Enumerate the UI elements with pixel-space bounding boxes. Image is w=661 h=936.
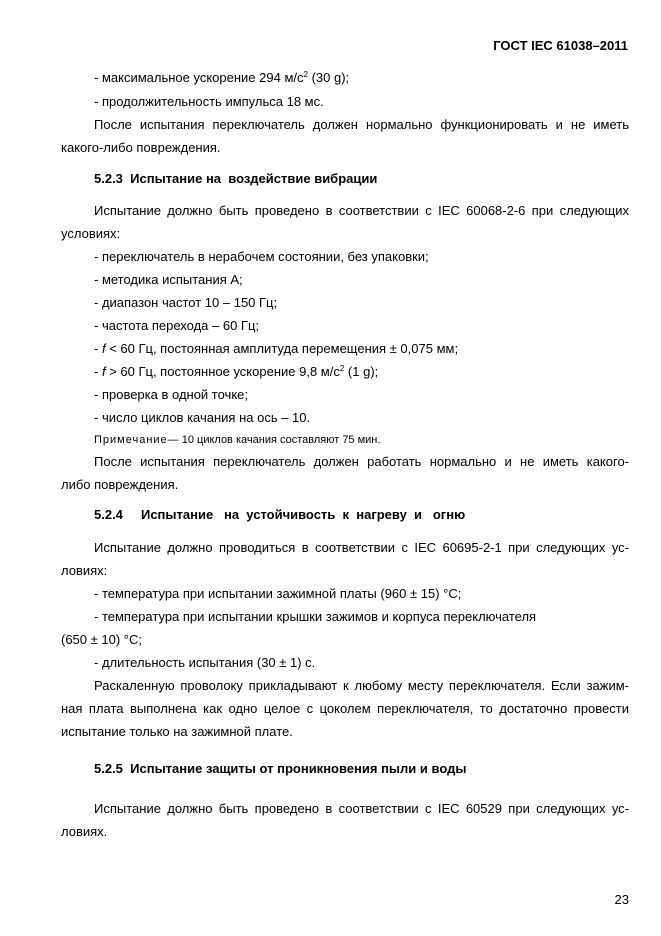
text: ная плата выполнена как одно целое с цоколем переключателя, то достаточно провести	[61, 701, 629, 716]
list-item: - частота перехода – 60 Гц;	[94, 318, 260, 333]
note-label: Примечание	[94, 434, 168, 446]
paragraph-line	[94, 203, 629, 219]
note-text: — 10 циклов качания составляют 75 мин.	[167, 434, 381, 446]
list-item-pulse-duration: - продолжительность импульса 18 мс.	[94, 94, 324, 109]
list-item: - диапазон частот 10 – 150 Гц;	[94, 295, 278, 310]
note	[94, 432, 380, 448]
paragraph-line: либо повреждения.	[61, 477, 179, 492]
paragraph-line: ловиях.	[61, 824, 108, 839]
text: После испытания переключатель должен работать нормально и не иметь какого-	[94, 454, 629, 469]
superscript: 2	[303, 70, 308, 79]
list-item: - число циклов качания на ось – 10.	[94, 410, 311, 425]
list-item: - переключатель в нерабочем состоянии, без упаковки;	[94, 249, 429, 264]
text: Испытание должно быть проведено в соответствии с IEC 60068-2-6 при следующих	[94, 203, 629, 218]
variable-f: f	[101, 364, 106, 379]
list-item: - температура при испытании зажимной платы (960 ± 15) °С;	[94, 586, 462, 601]
section-heading-5-2-5: 5.2.5 Испытание защиты от проникновения пыли и воды	[94, 761, 467, 776]
text: -	[94, 364, 102, 379]
text: (30 g);	[307, 70, 350, 85]
paragraph-line: какого-либо повреждения.	[61, 140, 221, 155]
paragraph-line	[94, 801, 629, 817]
section-heading-5-2-4: 5.2.4 Испытание на устойчивость к нагреву и огню	[94, 507, 466, 522]
list-item-frequency-below	[94, 341, 458, 357]
text: Испытание должно проводиться в соответствии с IEC 60695-2-1 при следующих ус-	[94, 540, 629, 555]
superscript: 2	[339, 364, 345, 373]
paragraph-line	[94, 454, 629, 470]
text: - максимальное ускорение 294 м/с	[94, 70, 304, 85]
paragraph-line: ловиях:	[61, 563, 108, 578]
text: Испытание должно быть проведено в соответствии с IEC 60529 при следующих ус-	[94, 801, 629, 816]
text: Раскаленную проволоку прикладывают к любому месту переключателя. Если зажим-	[94, 678, 629, 693]
text: < 60 Гц, постоянная амплитуда перемещения ± 0,075 мм;	[105, 341, 459, 356]
list-item-max-acceleration	[94, 70, 349, 86]
paragraph-line	[94, 117, 629, 133]
list-item: - длительность испытания (30 ± 1) с.	[94, 655, 316, 670]
list-item: - проверка в одной точке;	[94, 387, 249, 402]
paragraph-line	[61, 701, 629, 717]
list-item: - методика испытания А;	[94, 272, 243, 287]
paragraph-line: условиях:	[61, 226, 121, 241]
text: > 60 Гц, постоянное ускорение 9,8 м/с	[105, 364, 340, 379]
paragraph-line	[94, 540, 629, 556]
document-code-header: ГОСТ IEC 61038–2011	[493, 38, 628, 53]
paragraph-line	[94, 678, 629, 694]
text: (1 g);	[344, 364, 379, 379]
section-heading-5-2-3: 5.2.3 Испытание на воздействие вибрации	[94, 171, 378, 186]
paragraph-line: испытание только на зажимной плате.	[61, 724, 293, 739]
page-number: 23	[614, 892, 629, 907]
list-item-continuation: (650 ± 10) °С;	[61, 632, 142, 647]
list-item-frequency-above	[94, 364, 378, 380]
variable-f: f	[101, 341, 106, 356]
text: -	[94, 341, 102, 356]
list-item: - температура при испытании крышки зажимов и корпуса переключателя	[94, 609, 537, 624]
text: После испытания переключатель должен нормально функционировать и не иметь	[94, 117, 629, 132]
